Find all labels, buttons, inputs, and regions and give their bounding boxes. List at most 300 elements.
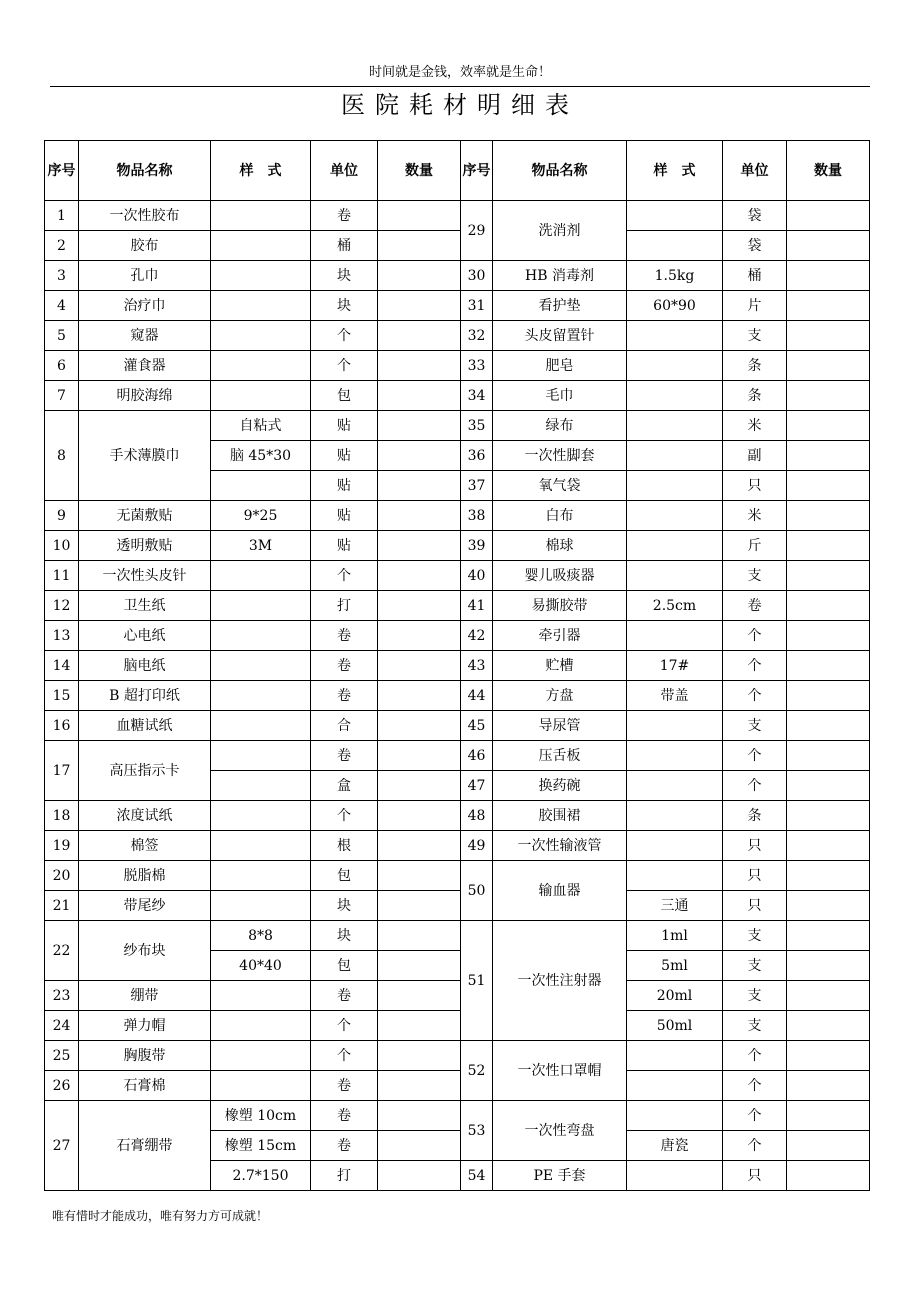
item-number-left: 5	[45, 321, 79, 351]
item-spec-right	[627, 231, 723, 261]
item-spec-left	[211, 561, 311, 591]
header-qty-right: 数量	[787, 141, 870, 201]
item-number-left: 23	[45, 981, 79, 1011]
item-spec-right	[627, 411, 723, 441]
item-quantity-left[interactable]	[378, 531, 461, 561]
item-number-left: 6	[45, 351, 79, 381]
item-number-right: 45	[461, 711, 493, 741]
item-name-right: 一次性脚套	[493, 441, 627, 471]
table-row	[45, 561, 870, 591]
item-spec-right	[627, 321, 723, 351]
item-spec-right: 1.5kg	[627, 261, 723, 291]
item-number-right: 44	[461, 681, 493, 711]
item-name-left: 血糖试纸	[79, 711, 211, 741]
item-quantity-right[interactable]	[787, 831, 870, 861]
item-name-left: 纱布块	[79, 921, 211, 981]
table-row	[45, 801, 870, 831]
item-unit-right: 只	[723, 861, 787, 891]
item-unit-left: 贴	[311, 531, 378, 561]
item-quantity-left[interactable]	[378, 861, 461, 891]
item-unit-right: 支	[723, 951, 787, 981]
item-quantity-left[interactable]	[378, 261, 461, 291]
item-name-left: 孔巾	[79, 261, 211, 291]
item-spec-right: 20ml	[627, 981, 723, 1011]
item-name-right: 易撕胶带	[493, 591, 627, 621]
table-row	[45, 411, 870, 441]
header-spec-left: 样 式	[211, 141, 311, 201]
item-spec-right: 1ml	[627, 921, 723, 951]
item-quantity-left[interactable]	[378, 1041, 461, 1071]
item-quantity-left[interactable]	[378, 501, 461, 531]
item-spec-right	[627, 1041, 723, 1071]
table-row	[45, 1071, 870, 1101]
item-spec-right	[627, 351, 723, 381]
item-spec-right	[627, 381, 723, 411]
item-spec-left	[211, 351, 311, 381]
table-row	[45, 321, 870, 351]
item-number-left: 14	[45, 651, 79, 681]
item-unit-left: 块	[311, 291, 378, 321]
item-spec-left: 自粘式	[211, 411, 311, 441]
item-number-right: 38	[461, 501, 493, 531]
item-unit-right: 个	[723, 771, 787, 801]
item-quantity-left[interactable]	[378, 381, 461, 411]
item-quantity-right[interactable]	[787, 621, 870, 651]
item-unit-right: 米	[723, 411, 787, 441]
item-quantity-right[interactable]	[787, 861, 870, 891]
item-spec-left	[211, 771, 311, 801]
item-quantity-right[interactable]	[787, 411, 870, 441]
item-name-left: 弹力帽	[79, 1011, 211, 1041]
item-name-left: 一次性胶布	[79, 201, 211, 231]
item-number-right: 32	[461, 321, 493, 351]
item-spec-left	[211, 651, 311, 681]
item-unit-left: 包	[311, 951, 378, 981]
item-quantity-right[interactable]	[787, 1041, 870, 1071]
item-name-left: 无菌敷贴	[79, 501, 211, 531]
item-name-right: 输血器	[493, 861, 627, 921]
item-quantity-left[interactable]	[378, 981, 461, 1011]
item-number-right: 46	[461, 741, 493, 771]
item-unit-right: 个	[723, 1041, 787, 1071]
item-name-left: 窥器	[79, 321, 211, 351]
item-unit-right: 支	[723, 981, 787, 1011]
item-quantity-right[interactable]	[787, 471, 870, 501]
item-unit-right: 只	[723, 471, 787, 501]
item-number-left: 1	[45, 201, 79, 231]
item-unit-left: 桶	[311, 231, 378, 261]
item-number-right: 49	[461, 831, 493, 861]
item-quantity-right[interactable]	[787, 921, 870, 951]
item-quantity-right[interactable]	[787, 1011, 870, 1041]
table-row	[45, 891, 870, 921]
item-name-right: 婴儿吸痰器	[493, 561, 627, 591]
item-spec-left	[211, 621, 311, 651]
item-quantity-left[interactable]	[378, 321, 461, 351]
item-name-right: 氧气袋	[493, 471, 627, 501]
item-unit-right: 只	[723, 831, 787, 861]
item-number-left: 16	[45, 711, 79, 741]
item-quantity-right[interactable]	[787, 321, 870, 351]
item-number-left: 8	[45, 411, 79, 501]
item-name-left: 石膏绷带	[79, 1101, 211, 1191]
item-unit-right: 只	[723, 1161, 787, 1191]
item-number-right: 40	[461, 561, 493, 591]
item-quantity-left[interactable]	[378, 921, 461, 951]
item-spec-left	[211, 471, 311, 501]
table-row	[45, 621, 870, 651]
item-name-left: 浓度试纸	[79, 801, 211, 831]
item-quantity-left[interactable]	[378, 1161, 461, 1191]
table-row	[45, 711, 870, 741]
header-name-left: 物品名称	[79, 141, 211, 201]
item-name-right: 一次性注射器	[493, 921, 627, 1041]
item-name-left: 绷带	[79, 981, 211, 1011]
item-number-left: 9	[45, 501, 79, 531]
item-unit-right: 个	[723, 1071, 787, 1101]
item-quantity-left[interactable]	[378, 351, 461, 381]
item-unit-left: 个	[311, 351, 378, 381]
item-spec-right	[627, 1071, 723, 1101]
item-unit-right: 个	[723, 651, 787, 681]
item-quantity-right[interactable]	[787, 981, 870, 1011]
item-quantity-left[interactable]	[378, 951, 461, 981]
item-spec-left	[211, 981, 311, 1011]
item-name-left: 脑电纸	[79, 651, 211, 681]
item-unit-left: 个	[311, 801, 378, 831]
table-row	[45, 231, 870, 261]
item-name-right: 毛巾	[493, 381, 627, 411]
item-number-left: 13	[45, 621, 79, 651]
item-unit-right: 支	[723, 321, 787, 351]
table-row	[45, 981, 870, 1011]
item-unit-left: 个	[311, 321, 378, 351]
item-quantity-right[interactable]	[787, 891, 870, 921]
item-unit-right: 片	[723, 291, 787, 321]
item-quantity-left[interactable]	[378, 1011, 461, 1041]
item-unit-left: 卷	[311, 1131, 378, 1161]
table-row	[45, 291, 870, 321]
item-spec-right: 2.5cm	[627, 591, 723, 621]
footer-motto: 唯有惜时才能成功，唯有努力方可成就！	[52, 1209, 269, 1223]
item-name-left: 透明敷贴	[79, 531, 211, 561]
item-name-right: 牵引器	[493, 621, 627, 651]
item-name-right: 压舌板	[493, 741, 627, 771]
item-quantity-right[interactable]	[787, 501, 870, 531]
item-quantity-left[interactable]	[378, 591, 461, 621]
item-spec-right	[627, 561, 723, 591]
item-name-left: 胸腹带	[79, 1041, 211, 1071]
item-quantity-right[interactable]	[787, 591, 870, 621]
item-quantity-right[interactable]	[787, 951, 870, 981]
item-name-left: 灌食器	[79, 351, 211, 381]
item-number-left: 4	[45, 291, 79, 321]
item-number-right: 54	[461, 1161, 493, 1191]
item-quantity-right[interactable]	[787, 1131, 870, 1161]
item-number-right: 51	[461, 921, 493, 1041]
item-quantity-right[interactable]	[787, 801, 870, 831]
item-quantity-left[interactable]	[378, 471, 461, 501]
header-spec-right: 样 式	[627, 141, 723, 201]
item-quantity-right[interactable]	[787, 351, 870, 381]
item-unit-right: 卷	[723, 591, 787, 621]
item-quantity-left[interactable]	[378, 831, 461, 861]
item-number-right: 47	[461, 771, 493, 801]
item-unit-left: 块	[311, 891, 378, 921]
item-unit-left: 贴	[311, 501, 378, 531]
item-quantity-left[interactable]	[378, 891, 461, 921]
item-unit-right: 支	[723, 561, 787, 591]
item-spec-right: 50ml	[627, 1011, 723, 1041]
item-quantity-right[interactable]	[787, 261, 870, 291]
item-number-left: 20	[45, 861, 79, 891]
item-number-right: 50	[461, 861, 493, 921]
item-number-right: 31	[461, 291, 493, 321]
item-quantity-right[interactable]	[787, 291, 870, 321]
header-motto: 时间就是金钱，效率就是生命！	[368, 65, 551, 80]
item-name-left: 手术薄膜巾	[79, 411, 211, 501]
item-name-left: 一次性头皮针	[79, 561, 211, 591]
item-quantity-right[interactable]	[787, 531, 870, 561]
table-row	[45, 861, 870, 891]
item-name-right: 棉球	[493, 531, 627, 561]
item-unit-right: 支	[723, 1011, 787, 1041]
item-unit-right: 个	[723, 741, 787, 771]
item-spec-left	[211, 201, 311, 231]
item-number-left: 22	[45, 921, 79, 981]
item-unit-left: 合	[311, 711, 378, 741]
item-quantity-left[interactable]	[378, 561, 461, 591]
item-name-right: 一次性弯盘	[493, 1101, 627, 1161]
item-spec-right	[627, 531, 723, 561]
item-spec-right: 唐瓷	[627, 1131, 723, 1161]
item-unit-left: 贴	[311, 411, 378, 441]
table-row	[45, 381, 870, 411]
table-row	[45, 741, 870, 771]
item-unit-left: 块	[311, 261, 378, 291]
item-unit-left: 块	[311, 921, 378, 951]
item-number-left: 3	[45, 261, 79, 291]
item-name-right: 肥皂	[493, 351, 627, 381]
item-quantity-left[interactable]	[378, 621, 461, 651]
table-row	[45, 1101, 870, 1131]
item-quantity-right[interactable]	[787, 441, 870, 471]
item-quantity-left[interactable]	[378, 411, 461, 441]
item-unit-right: 个	[723, 1101, 787, 1131]
page-title: 医院耗材明细表	[341, 91, 579, 119]
item-spec-right	[627, 711, 723, 741]
item-unit-left: 根	[311, 831, 378, 861]
table-row	[45, 1011, 870, 1041]
item-number-left: 12	[45, 591, 79, 621]
item-quantity-right[interactable]	[787, 1161, 870, 1191]
item-unit-left: 个	[311, 1041, 378, 1071]
item-quantity-right[interactable]	[787, 741, 870, 771]
item-name-left: 石膏棉	[79, 1071, 211, 1101]
item-unit-right: 支	[723, 711, 787, 741]
header-no-right: 序号	[461, 141, 493, 201]
item-spec-left: 9*25	[211, 501, 311, 531]
item-number-right: 39	[461, 531, 493, 561]
item-spec-right	[627, 471, 723, 501]
item-unit-right: 支	[723, 921, 787, 951]
item-unit-right: 桶	[723, 261, 787, 291]
item-name-left: 脱脂棉	[79, 861, 211, 891]
item-name-left: 胶布	[79, 231, 211, 261]
table-row	[45, 681, 870, 711]
table-row	[45, 921, 870, 951]
item-spec-right: 5ml	[627, 951, 723, 981]
item-number-left: 21	[45, 891, 79, 921]
header-unit-left: 单位	[311, 141, 378, 201]
item-name-left: 治疗巾	[79, 291, 211, 321]
header-rule	[50, 86, 870, 87]
item-quantity-left[interactable]	[378, 441, 461, 471]
item-quantity-right[interactable]	[787, 201, 870, 231]
item-unit-right: 条	[723, 351, 787, 381]
item-unit-left: 卷	[311, 1101, 378, 1131]
item-spec-left: 8*8	[211, 921, 311, 951]
item-quantity-left[interactable]	[378, 771, 461, 801]
item-spec-left	[211, 681, 311, 711]
item-spec-left	[211, 801, 311, 831]
item-unit-left: 卷	[311, 981, 378, 1011]
item-spec-right	[627, 741, 723, 771]
item-number-right: 37	[461, 471, 493, 501]
item-number-left: 18	[45, 801, 79, 831]
item-quantity-right[interactable]	[787, 651, 870, 681]
item-unit-right: 副	[723, 441, 787, 471]
item-spec-left	[211, 321, 311, 351]
item-spec-left	[211, 831, 311, 861]
item-quantity-right[interactable]	[787, 1071, 870, 1101]
item-spec-right	[627, 201, 723, 231]
item-number-right: 33	[461, 351, 493, 381]
item-unit-left: 个	[311, 1011, 378, 1041]
item-quantity-right[interactable]	[787, 1101, 870, 1131]
table-header-row	[45, 141, 870, 201]
item-name-right: 方盘	[493, 681, 627, 711]
table-row	[45, 201, 870, 231]
item-quantity-left[interactable]	[378, 681, 461, 711]
item-quantity-left[interactable]	[378, 291, 461, 321]
item-quantity-right[interactable]	[787, 711, 870, 741]
item-unit-right: 条	[723, 801, 787, 831]
item-name-right: 白布	[493, 501, 627, 531]
item-quantity-left[interactable]	[378, 801, 461, 831]
table-row	[45, 831, 870, 861]
item-spec-left	[211, 711, 311, 741]
item-name-right: 头皮留置针	[493, 321, 627, 351]
item-number-right: 53	[461, 1101, 493, 1161]
item-name-right: 贮槽	[493, 651, 627, 681]
table-row	[45, 651, 870, 681]
item-name-right: 导尿管	[493, 711, 627, 741]
item-number-left: 17	[45, 741, 79, 801]
table-row	[45, 261, 870, 291]
item-unit-left: 卷	[311, 201, 378, 231]
item-spec-right: 带盖	[627, 681, 723, 711]
item-name-right: HB 消毒剂	[493, 261, 627, 291]
item-quantity-right[interactable]	[787, 771, 870, 801]
item-unit-right: 米	[723, 501, 787, 531]
header-name-right: 物品名称	[493, 141, 627, 201]
item-unit-left: 卷	[311, 681, 378, 711]
item-unit-right: 斤	[723, 531, 787, 561]
item-number-right: 29	[461, 201, 493, 261]
item-unit-left: 贴	[311, 471, 378, 501]
item-unit-right: 个	[723, 1131, 787, 1161]
item-spec-left	[211, 1071, 311, 1101]
item-name-right: 绿布	[493, 411, 627, 441]
item-unit-right: 个	[723, 681, 787, 711]
item-quantity-left[interactable]	[378, 711, 461, 741]
item-spec-left	[211, 1041, 311, 1071]
item-spec-left	[211, 261, 311, 291]
item-quantity-left[interactable]	[378, 1101, 461, 1131]
item-name-left: B 超打印纸	[79, 681, 211, 711]
item-spec-left	[211, 291, 311, 321]
item-unit-left: 打	[311, 591, 378, 621]
item-unit-left: 贴	[311, 441, 378, 471]
item-number-left: 27	[45, 1101, 79, 1191]
item-unit-right: 袋	[723, 201, 787, 231]
item-spec-left	[211, 591, 311, 621]
item-spec-right	[627, 801, 723, 831]
item-quantity-left[interactable]	[378, 231, 461, 261]
item-name-right: 一次性输液管	[493, 831, 627, 861]
item-unit-left: 包	[311, 861, 378, 891]
item-unit-left: 盒	[311, 771, 378, 801]
item-quantity-right[interactable]	[787, 231, 870, 261]
item-spec-left	[211, 861, 311, 891]
item-spec-right: 三通	[627, 891, 723, 921]
item-spec-right: 17#	[627, 651, 723, 681]
table-row	[45, 351, 870, 381]
item-number-left: 24	[45, 1011, 79, 1041]
item-quantity-right[interactable]	[787, 681, 870, 711]
item-name-left: 卫生纸	[79, 591, 211, 621]
item-spec-left: 橡塑 15cm	[211, 1131, 311, 1161]
item-quantity-left[interactable]	[378, 201, 461, 231]
item-name-left: 明胶海绵	[79, 381, 211, 411]
item-number-right: 36	[461, 441, 493, 471]
item-number-right: 35	[461, 411, 493, 441]
item-spec-left: 40*40	[211, 951, 311, 981]
item-spec-left	[211, 891, 311, 921]
item-spec-right	[627, 501, 723, 531]
item-quantity-right[interactable]	[787, 561, 870, 591]
item-spec-left: 3M	[211, 531, 311, 561]
table-row	[45, 501, 870, 531]
header-no-left: 序号	[45, 141, 79, 201]
item-number-left: 7	[45, 381, 79, 411]
item-number-left: 25	[45, 1041, 79, 1071]
item-unit-left: 卷	[311, 651, 378, 681]
item-number-right: 43	[461, 651, 493, 681]
item-unit-left: 卷	[311, 741, 378, 771]
item-name-right: 看护垫	[493, 291, 627, 321]
item-number-left: 10	[45, 531, 79, 561]
table-row	[45, 1041, 870, 1071]
item-quantity-left[interactable]	[378, 1131, 461, 1161]
item-quantity-left[interactable]	[378, 741, 461, 771]
item-quantity-left[interactable]	[378, 651, 461, 681]
item-number-right: 42	[461, 621, 493, 651]
item-quantity-right[interactable]	[787, 381, 870, 411]
item-quantity-left[interactable]	[378, 1071, 461, 1101]
item-spec-left: 脑 45*30	[211, 441, 311, 471]
